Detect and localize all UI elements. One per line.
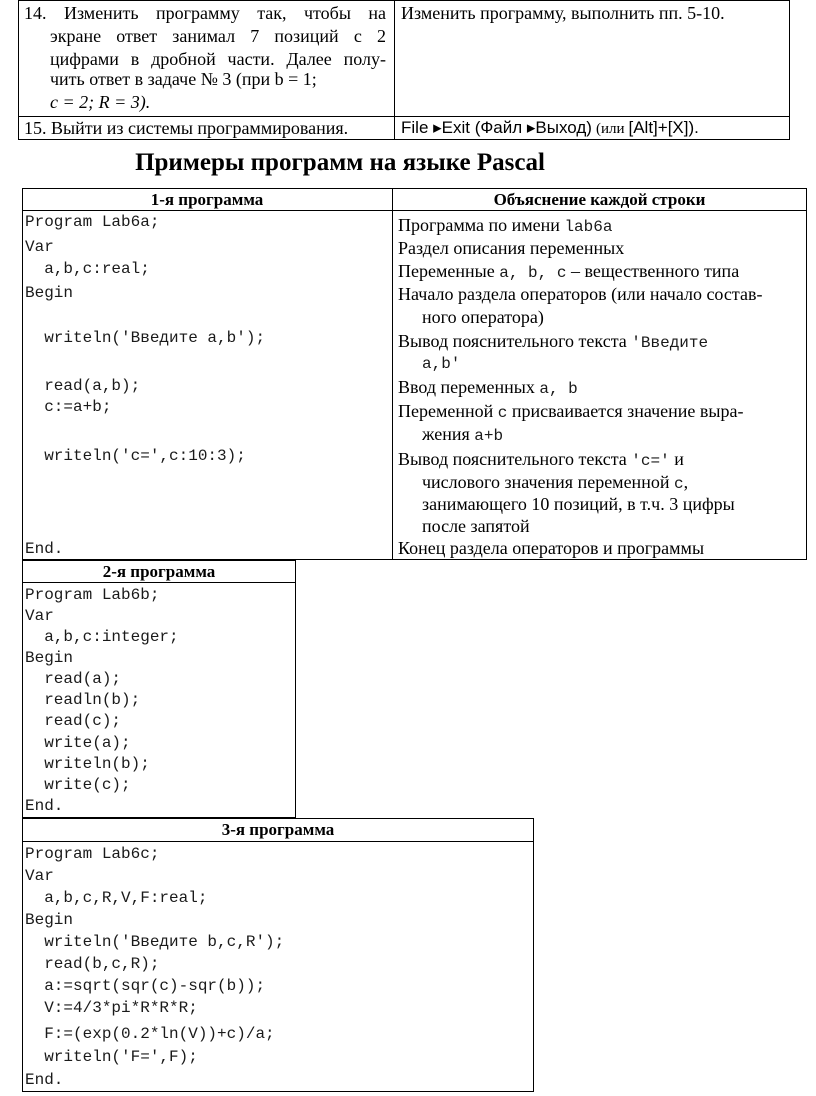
program3-header: 3-я программа <box>221 820 335 839</box>
page-title: Примеры программ на языке Pascal <box>135 149 545 176</box>
row14-line-1: 14. Изменить программу так, чтобы на <box>24 3 386 23</box>
row15-left: 15. Выйти из системы программирования. <box>24 118 349 138</box>
p1-explain-5a: Вывод пояснительного текста 'Введите <box>398 331 709 352</box>
p1-explain-4b: ного оператора) <box>422 307 544 327</box>
p1-explain-2: Раздел описания переменных <box>398 238 625 258</box>
p2-code-line: read(a); <box>25 670 122 688</box>
p1-explain-1: Программа по имени lab6a <box>398 215 613 236</box>
p1-code-line: End. <box>25 540 64 558</box>
p1-code-line: c:=a+b; <box>25 398 112 416</box>
p2-code-line: write(c); <box>25 776 131 794</box>
p1-explain-8d: после запятой <box>422 516 530 536</box>
p1-explain-5b: a,b' <box>422 355 461 373</box>
row15-menu-path: File ▸Exit (Файл ▸Выход) <box>401 118 592 137</box>
p2-code-line: Var <box>25 607 54 625</box>
p1-explain-7b: жения a+b <box>422 424 504 445</box>
p1-code-line: Begin <box>25 284 74 302</box>
p1-explain-8c: занимающего 10 позиций, в т.ч. 3 цифры <box>422 494 735 514</box>
p3-code-line: a,b,c,R,V,F:real; <box>25 889 208 907</box>
p2-code-line: readln(b); <box>25 691 141 709</box>
p3-code-line: Program Lab6c; <box>25 845 160 863</box>
p1-code-line: writeln('Введите a,b'); <box>25 329 266 347</box>
program2-header: 2-я программа <box>102 562 216 581</box>
row14-line-2: экране ответ занимал 7 позиций с 2 <box>50 26 386 46</box>
p1-explain-7a: Переменной c присваивается значение выра- <box>398 401 744 422</box>
program3-header-divider <box>22 841 534 842</box>
program1-header-right: Объяснение каждой строки <box>493 190 706 209</box>
row15-keys: [Alt]+[X]). <box>628 118 699 137</box>
p2-code-line: writeln(b); <box>25 755 150 773</box>
p1-explain-6: Ввод переменных a, b <box>398 377 578 398</box>
p2-code-line: read(c); <box>25 712 122 730</box>
p3-code-line: writeln('Введите b,c,R'); <box>25 933 285 951</box>
p3-code-line: a:=sqrt(sqr(c)-sqr(b)); <box>25 977 266 995</box>
row14-line-4: чить ответ в задаче № 3 (при b = 1; <box>50 69 317 89</box>
p1-code-line: Var <box>25 238 54 256</box>
p3-code-line: F:=(exp(0.2*ln(V))+c)/a; <box>25 1025 275 1043</box>
p2-code-line: Begin <box>25 649 74 667</box>
program1-header-left: 1-я программа <box>150 190 264 209</box>
p3-code-line: writeln('F=',F); <box>25 1048 198 1066</box>
p3-code-line: V:=4/3*pi*R*R*R; <box>25 999 198 1017</box>
p2-code-line: a,b,c:integer; <box>25 628 179 646</box>
p1-code-line: a,b,c:real; <box>25 260 150 278</box>
p1-explain-4a: Начало раздела операторов (или начало состав- <box>398 284 763 304</box>
p3-code-line: read(b,c,R); <box>25 955 160 973</box>
program2-header-divider <box>22 582 296 583</box>
row15-right <box>401 117 786 140</box>
p1-explain-8b: числового значения переменной c, <box>422 472 689 493</box>
p2-code-line: Program Lab6b; <box>25 586 160 604</box>
p3-code-line: End. <box>25 1071 64 1089</box>
p1-code-line: writeln('c=',c:10:3); <box>25 447 246 465</box>
p3-code-line: Var <box>25 867 54 885</box>
row14-line-3: цифрами в дробной части. Далее полу- <box>50 49 386 69</box>
row15-or: (или <box>595 121 625 137</box>
p1-explain-3: Переменные a, b, c – вещественного типа <box>398 261 740 282</box>
p1-code-line: read(a,b); <box>25 377 141 395</box>
p1-code-line: Program Lab6a; <box>25 213 160 231</box>
p1-explain-9: Конец раздела операторов и программы <box>398 538 705 558</box>
p2-code-line: End. <box>25 797 64 815</box>
program1-col-divider <box>392 188 393 560</box>
task-table-col-divider <box>394 0 395 140</box>
p2-code-line: write(a); <box>25 734 131 752</box>
program1-header-divider <box>22 210 807 211</box>
row14-line-5: c = 2; R = 3). <box>50 92 151 112</box>
row14-right: Изменить программу, выполнить пп. 5-10. <box>401 3 725 23</box>
p3-code-line: Begin <box>25 911 74 929</box>
p1-explain-8a: Вывод пояснительного текста 'c=' и <box>398 449 684 470</box>
